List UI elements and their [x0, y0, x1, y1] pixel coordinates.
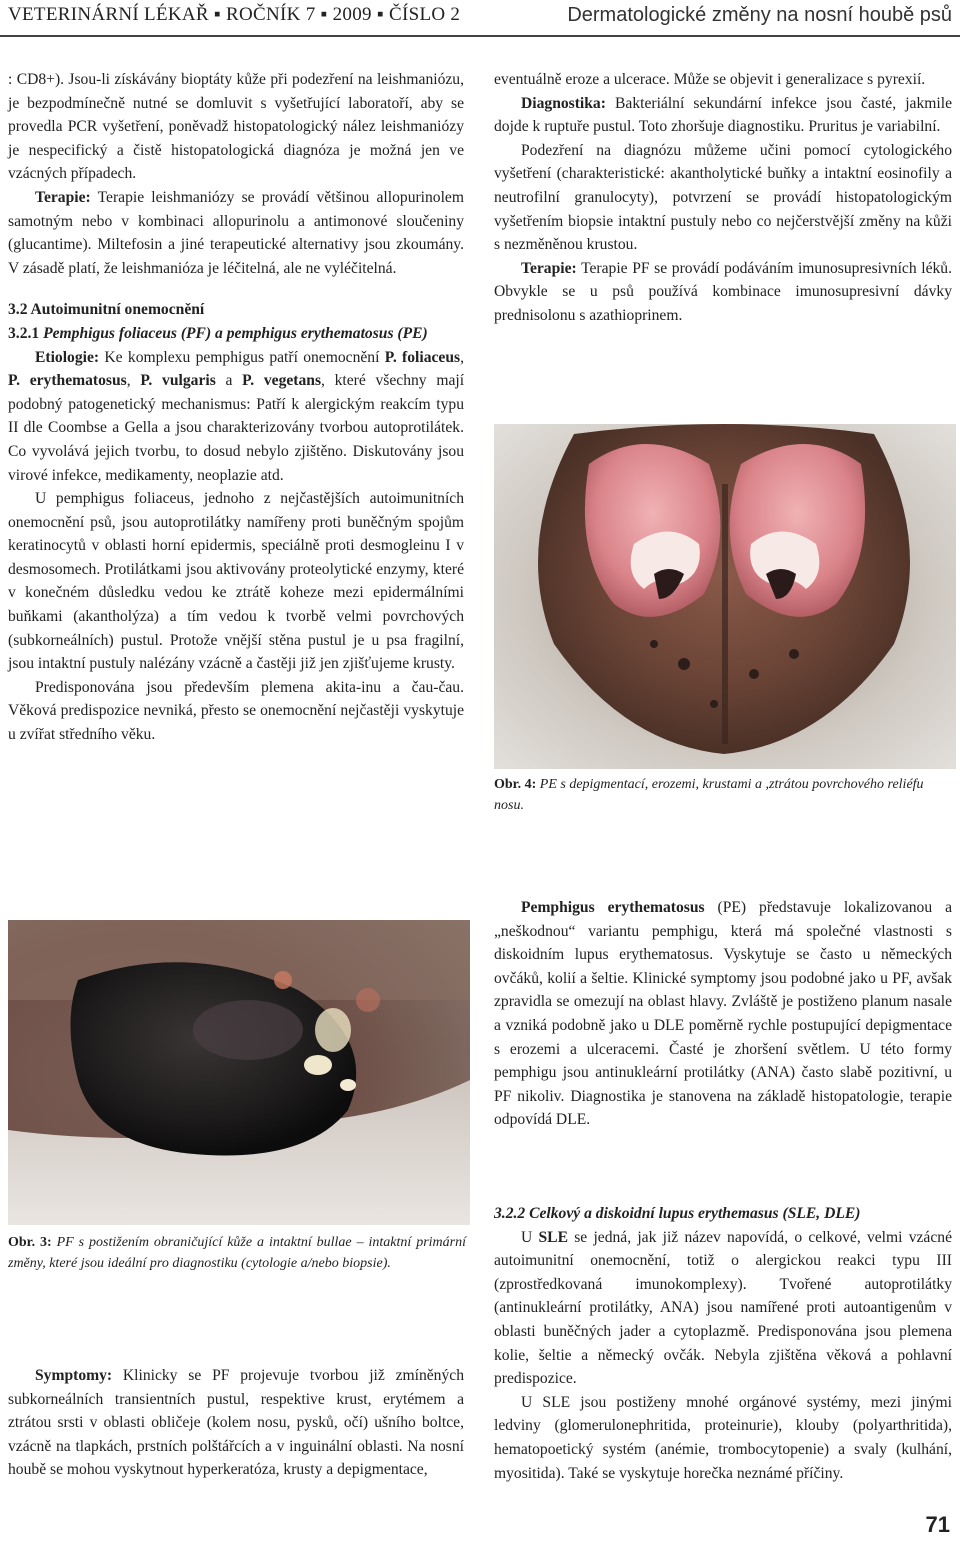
- paragraph-suspicion: Podezření na diagnózu můžeme učini pomocí cytologického vyšetření (charakteristické: akantholytické buňky a intaktní eosinofily a neutrofilní granulocyty), potvrzení se provádí histopatologickým vyšetřením biopsie intaktní pustuly nebo co nejčerstvější změny na kůži s nezměněnou krustou.: [494, 141, 952, 254]
- therapy-label: Terapie:: [35, 188, 91, 206]
- right-column-bottom: [494, 1202, 952, 1485]
- figure-4-label: Obr. 4:: [494, 777, 537, 792]
- subsection-heading-lupus: 3.2.2 Celkový a diskoidní lupus erythemasus (SLE, DLE): [494, 1205, 861, 1222]
- section-heading-autoimmune: 3.2 Autoimunitní onemocnění: [8, 301, 205, 319]
- pe-label: Pemphigus erythematosus: [521, 899, 705, 916]
- header-rule: [0, 35, 960, 37]
- paragraph-etiology: Etiologie: Ke komplexu pemphigus patří onemocnění P. foliaceus, P. erythematosus, P. vulgaris a P. vegetans, které všechny mají podobný patogenetický mechanismus: Patří k alergickým reakcím typu II dle Coombse a Gella a jsou charakterizovány tvorbou autoprotilátek. Co vyvolává jejich tvorbu, to dosud nebylo zjištěno. Diskutovány jsou virové infekce, medikamenty, neoplazie atd.: [8, 348, 465, 484]
- paragraph-pemphigus-foliaceus: U pemphigus foliaceus, jednoho z nejčastějších autoimunitních onemocnění psů, jsou autoprotilátky namířeny proti buněčným spojům keratinocytů v oblasti horní epidermis, speciálně proti desmogleinu I v desmosomech. Protilátkami jsou aktivovány proteolytické enzymy, které v konečném důsledku vedou ke ztrátě koheze mezi epidermálními buňkami (akantholýza) a tím vedou k tvorbě velmi povrchových (subkorneálních) pustul. Protože vnější stěna pustul je u psa fragilní, jsou intaktní pustuly nalézány vzácně a častěji již jen zjišťujeme krusty.: [8, 490, 464, 673]
- figure-4-caption: Obr. 4: PE s depigmentací, erozemi, krustami a ,ztrátou povrchového reliéfu nosu.: [494, 777, 924, 813]
- figure-3-caption: Obr. 3: PF s postižením obraničující kůže a intaktní bullae – intaktní primární změny, které jsou ideální pro diagnostiku (cytologie a/nebo biopsie).: [8, 1235, 466, 1271]
- page-number: 71: [925, 1512, 950, 1537]
- pf-therapy-label: Terapie:: [521, 259, 577, 277]
- paragraph-erosions: eventuálně eroze a ulcerace. Může se objevit i generalizace s pyrexií.: [494, 71, 926, 88]
- sle-label: SLE: [538, 1228, 568, 1246]
- figure-4-photo: [494, 424, 956, 769]
- paragraph-leishmania-biopsy: : CD8+). Jsou-li získávány bioptáty kůže při podezření na leishmaniózu, je bezpodmínečně nutné se domluvit s vyšetřující laboratoří, aby se provedla PCR vyšetření, poněvadž histopatologický nález leishmaniózy je nespecifický a čistě histopatologická diagnóza je možná jen ve vzácných případech.: [8, 71, 464, 183]
- dog-nose-depigmentation-illustration: [494, 424, 956, 769]
- paragraph-sle: U SLE se jedná, jak již název napovídá, o celkové, velmi vzácné autoimunitní onemocnění, totiž o alergickou reakci typu III (zprostředkovaná imunokomplexy). Tvořené autoprotilátky (antinukleární protilátky, ANA) jsou namířené proti autoantigenům v oblasti buněčných jader a cytoplazmě. Predisponována jsou plemena kolie, šeltie a německý ovčák. Nebyla zjištěna věková a pohlavní predispozice.: [494, 1228, 952, 1388]
- dog-nose-lesion-illustration: [8, 920, 470, 1225]
- right-column-top: [494, 68, 952, 328]
- paragraph-predisposition: Predisponována jsou především plemena akita-inu a čau-čau. Věková predispozice nevniká, přesto se onemocnění nejčastěji vyskytuje u zvířat středního věku.: [8, 678, 464, 744]
- right-column-middle: [494, 896, 952, 1132]
- paragraph-leishmania-therapy: Terapie: Terapie leishmaniózy se provádí většinou allopurinolem samotným nebo v kombinaci allopurinolu a antimonové sloučeniny (glucantime). Miltefosin a jiné terapeutické alternativy jsou zkoumány. V zásadě platí, že leishmanióza je léčitelná, ale ne vyléčitelná.: [8, 188, 464, 277]
- figure-3-photo: [8, 920, 470, 1225]
- paragraph-pf-therapy: Terapie: Terapie PF se provádí podáváním imunosupresivních léků. Obvykle se u psů používá kombinace imunosupresivní dávky prednisolonu s azathioprinem.: [494, 259, 952, 324]
- symptoms-label: Symptomy:: [35, 1367, 113, 1384]
- paragraph-diagnostics: Diagnostika: Bakteriální sekundární infekce jsou časté, jakmile dojde k ruptuře pustul. Toto zhoršuje diagnostiku. Pruritus je variabilní.: [494, 94, 952, 136]
- paragraph-pemphigus-erythematosus: Pemphigus erythematosus (PE) představuje lokalizovanou a „neškodnou“ variantu pemphigu, která má společné vlastnosti s diskoidním lupus erythematosus. Vyskytuje se často u německých ovčáků, kolií a šeltie. Klinické symptomy jsou podobné jako u PF, avšak zpravidla se omezují na oblast hlavy. Zvláště je postiženo planum nasale a vzniká podobně jako u DLE poměrně rychle postupující depigmentace s erozemi a ulceracemi. Časté je zhoršení světlem. U této formy pemphigu jsou antinukleární protilátky (ANA) často slabě pozitivní, u PF nikoliv. Diagnostika je stanovena na základě histopatologie, terapie odpovídá DLE.: [494, 899, 952, 1129]
- figure-3-label: Obr. 3:: [8, 1235, 52, 1250]
- diagnostics-label: Diagnostika:: [521, 94, 606, 112]
- article-title: Dermatologické změny na nosní houbě psů: [567, 4, 952, 26]
- paragraph-symptoms: Symptomy: Klinicky se PF projevuje tvorbou již zmíněných subkorneálních transientních pustul, respektive krust, erytémem a ztrátou srsti v oblasti obličeje (kolem nosu, pysků, očí) ušního boltce, vzácně na tlapkách, prstních polštářcích a v inguinální oblasti. Na nosní houbě se mohou vyskytnout hyperkeratóza, krusty a depigmentace,: [8, 1367, 464, 1479]
- left-column-bottom: [8, 1364, 464, 1482]
- running-header: [0, 0, 960, 34]
- subsection-heading-pemphigus: 3.2.1 Pemphigus foliaceus (PF) a pemphigus erythematosus (PE): [8, 324, 428, 342]
- etiology-label: Etiologie:: [35, 348, 100, 366]
- left-column-top: [8, 68, 464, 747]
- paragraph-sle-systems: U SLE jsou postiženy mnohé orgánové systémy, mezi jinými ledviny (glomerulonephritida, proteinurie), klouby (polyarthritida), hematopoetický systém (anémie, trombocytopenie) a svaly (kulhání, myositida). Také se vyskytuje horečka neznámé příčiny.: [494, 1393, 952, 1482]
- journal-title: VETERINÁRNÍ LÉKAŘ ▪ ROČNÍK 7 ▪ 2009 ▪ ČÍSLO 2: [8, 4, 461, 25]
